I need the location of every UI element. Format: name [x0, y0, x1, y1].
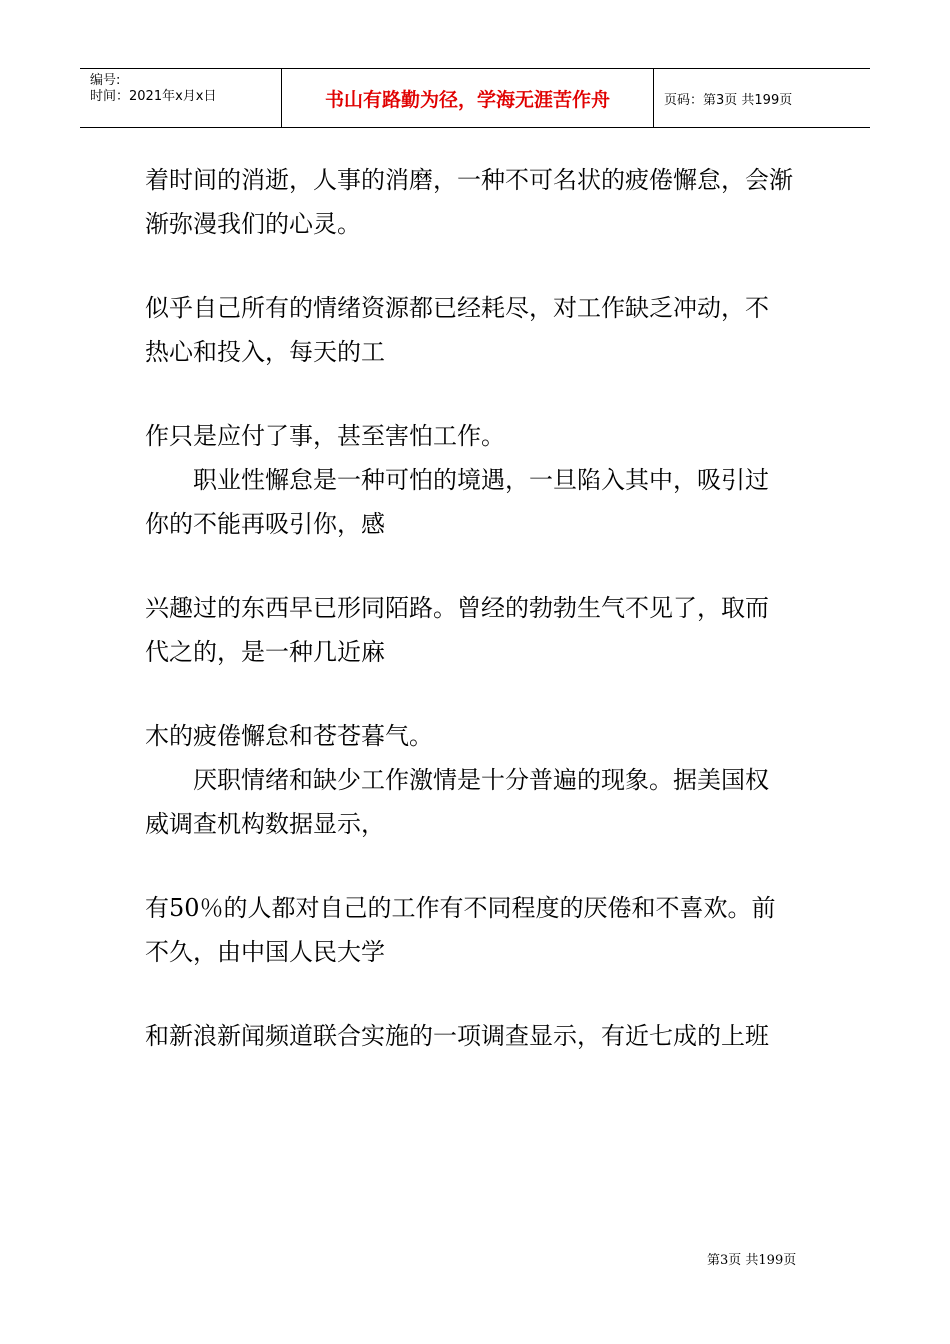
- body-line: 有50％的人都对自己的工作有不同程度的厌倦和不喜欢。前: [145, 894, 776, 922]
- header-motto: 书山有路勤为径，学海无涯苦作舟: [324, 88, 610, 111]
- header-motto-cell: [282, 69, 654, 127]
- body-line: 你的不能再吸引你，感: [145, 510, 385, 538]
- body-line: 木的疲倦懈怠和苍苍暮气。: [145, 722, 433, 750]
- page-footer: [707, 1249, 796, 1268]
- page-header: [80, 68, 870, 128]
- document-number-label: 编号:: [90, 73, 121, 88]
- document-body: [145, 158, 815, 1058]
- body-line: 兴趣过的东西早已形同陌路。曾经的勃勃生气不见了，取而: [145, 594, 769, 622]
- body-line: 不久，由中国人民大学: [145, 938, 385, 966]
- document-time-label: 时间：2021年x月x日: [90, 89, 217, 104]
- header-meta: [80, 69, 282, 127]
- footer-page-number: 第3页 共199页: [707, 1253, 797, 1268]
- body-line: 热心和投入，每天的工: [145, 338, 385, 366]
- body-line: 着时间的消逝，人事的消磨，一种不可名状的疲倦懈怠，会渐: [145, 166, 793, 194]
- body-line: 职业性懈怠是一种可怕的境遇，一旦陷入其中，吸引过: [193, 466, 769, 494]
- header-page-info: 页码：第3页 共199页: [664, 92, 793, 108]
- body-line: 似乎自己所有的情绪资源都已经耗尽，对工作缺乏冲动，不: [145, 294, 769, 322]
- body-line: 和新浪新闻频道联合实施的一项调查显示，有近七成的上班: [145, 1022, 769, 1050]
- body-line: 厌职情绪和缺少工作激情是十分普遍的现象。据美国权: [193, 766, 769, 794]
- body-line: 作只是应付了事，甚至害怕工作。: [145, 422, 505, 450]
- header-page-info-cell: [654, 69, 870, 127]
- body-line: 代之的，是一种几近麻: [145, 638, 385, 666]
- body-line: 渐弥漫我们的心灵。: [145, 210, 361, 238]
- body-line: 威调查机构数据显示，: [145, 810, 385, 838]
